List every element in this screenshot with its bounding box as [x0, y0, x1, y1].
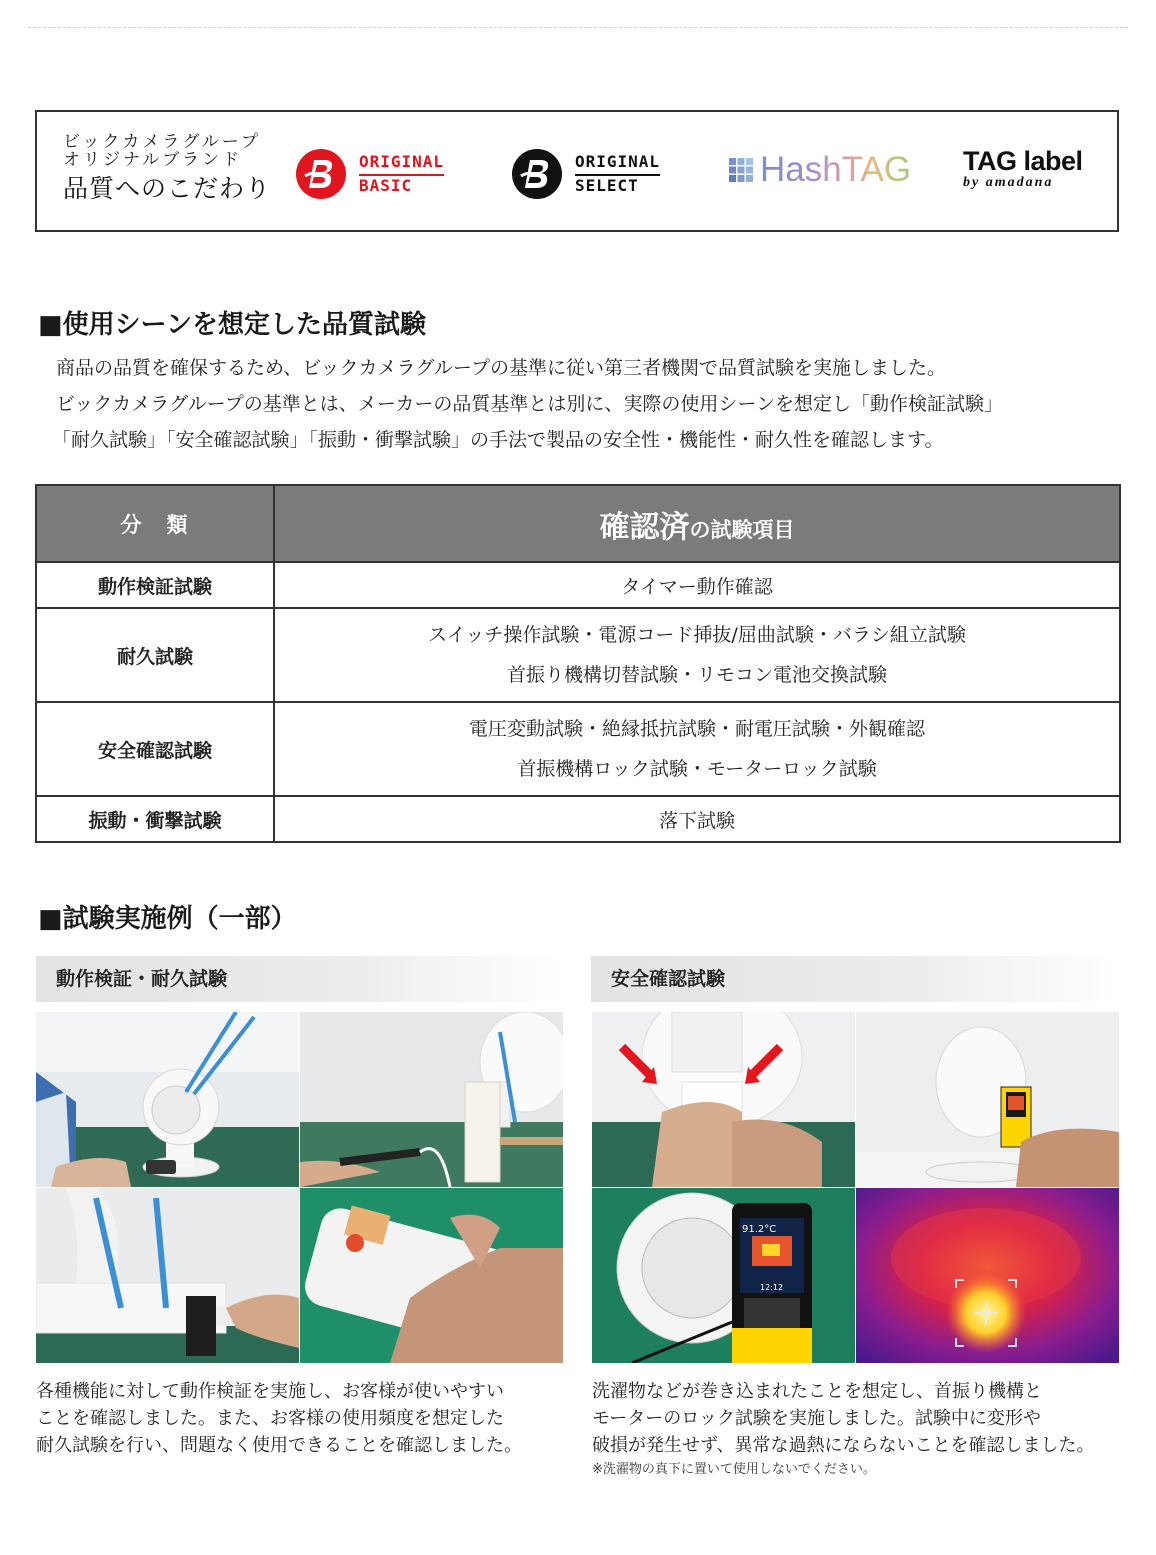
photo-cord-bend-test: [300, 1012, 563, 1187]
left-example-label: 動作検証・耐久試験: [36, 956, 564, 1002]
left-caption-line1: 各種機能に対して動作検証を実施し、お客様が使いやすい: [36, 1381, 504, 1402]
header-main-small: の試験項目: [689, 517, 795, 542]
intro-line1: 商品の品質を確保するため、ビックカメラグループの基準に従い第三者機関で品質試験を実施しました。: [56, 357, 946, 379]
original-select-line2: SELECT: [575, 175, 639, 195]
intro-line3: 「耐久試験」「安全確認試験」「振動・衝撃試験」の手法で製品の安全性・機能性・耐久性を確認します。: [52, 429, 944, 451]
left-photo-grid: [36, 1012, 563, 1363]
left-caption-line2: ことを確認しました。また、お客様の使用頻度を想定した: [36, 1408, 504, 1429]
table-header-row: [36, 485, 1120, 562]
left-caption: [36, 1378, 522, 1459]
row-category: 動作検証試験: [36, 562, 274, 608]
row-item: タイマー動作確認: [621, 575, 773, 598]
row-item: 落下試験: [658, 809, 735, 832]
tag-label-line2: by amadana: [963, 175, 1054, 190]
tag-label-logo: [963, 146, 1083, 191]
table-row: [36, 702, 1120, 796]
row-category: 振動・衝撃試験: [36, 796, 274, 842]
row-items: [274, 608, 1120, 702]
left-caption-line3: 耐久試験を行い、問題なく使用できることを確認しました。: [36, 1435, 522, 1456]
brand-bar: [35, 110, 1119, 232]
quality-test-heading: ■使用シーンを想定した品質試験: [38, 310, 427, 340]
brand-intro-line1: ビックカメラグループ: [63, 132, 261, 152]
grid-icon: [728, 157, 754, 183]
top-dashed-divider: [28, 27, 1128, 28]
row-item: 首振機構ロック試験・モーターロック試験: [517, 758, 877, 780]
original-basic-logo: [295, 148, 444, 200]
original-basic-line2: BASIC: [359, 175, 413, 195]
right-caption-line3: 破損が発生せず、異常な過熱にならないことを確認しました。: [592, 1435, 1095, 1456]
right-caption-line2: モーターのロック試験を実施しました。試験中に変形や: [592, 1408, 1041, 1429]
row-item: 電圧変動試験・絶縁抵抗試験・耐電圧試験・外観確認: [468, 718, 925, 740]
table-row: [36, 562, 1120, 608]
usage-note: ※洗濯物の真下に置いて使用しないでください。: [592, 1462, 876, 1477]
row-items: [274, 562, 1120, 608]
photo-thermal-image: [856, 1188, 1119, 1363]
table-row: [36, 796, 1120, 842]
right-example-label: 安全確認試験: [591, 956, 1119, 1002]
b-circle-black-icon: [511, 148, 563, 200]
row-category: 耐久試験: [36, 608, 274, 702]
right-caption-line1: 洗濯物などが巻き込まれたことを想定し、首振り機構と: [592, 1381, 1042, 1402]
examples-heading: ■試験実施例（一部）: [38, 904, 297, 934]
photo-fan-remote-test: [36, 1012, 299, 1187]
brand-intro: [63, 134, 271, 202]
brand-intro-line3: 品質へのこだわり: [63, 173, 272, 203]
header-main: [274, 485, 1120, 562]
hashtag-logo: [728, 150, 911, 190]
row-item: スイッチ操作試験・電源コード挿抜/屈曲試験・バラシ組立試験: [428, 624, 966, 646]
b-circle-red-icon: [295, 148, 347, 200]
meter-readout: 91.2°C: [742, 1224, 777, 1235]
meter-time: 12:12: [760, 1283, 784, 1292]
photo-remote-battery-test: [300, 1188, 563, 1363]
photo-thermometer-fan: [856, 1012, 1119, 1187]
original-select-line1: ORIGINAL: [575, 152, 660, 176]
intro-line2: ビックカメラグループの基準とは、メーカーの品質基準とは別に、実際の使用シーンを想定し「動作検証試験」: [56, 393, 1003, 415]
hashtag-text: HashTAG: [760, 150, 912, 189]
header-category: 分 類: [36, 485, 274, 562]
brand-intro-line2: オリジナルブランド: [63, 149, 243, 170]
right-photo-grid: [592, 1012, 1119, 1363]
test-items-table: [35, 484, 1121, 843]
photo-oscillation-lock-test: [592, 1012, 855, 1187]
photo-plug-insert-test: [36, 1188, 299, 1363]
original-basic-line1: ORIGINAL: [359, 152, 444, 176]
original-select-logo: [511, 148, 660, 200]
photo-thermometer-closeup: [592, 1188, 855, 1363]
row-category: 安全確認試験: [36, 702, 274, 796]
header-main-big: 確認済: [599, 509, 690, 545]
right-caption: [592, 1378, 1095, 1481]
row-items: [274, 702, 1120, 796]
row-item: 首振り機構切替試験・リモコン電池交換試験: [506, 664, 887, 686]
tag-label-line1: TAG label: [963, 146, 1083, 176]
row-items: [274, 796, 1120, 842]
quality-test-intro: [52, 350, 1003, 458]
table-row: [36, 608, 1120, 702]
